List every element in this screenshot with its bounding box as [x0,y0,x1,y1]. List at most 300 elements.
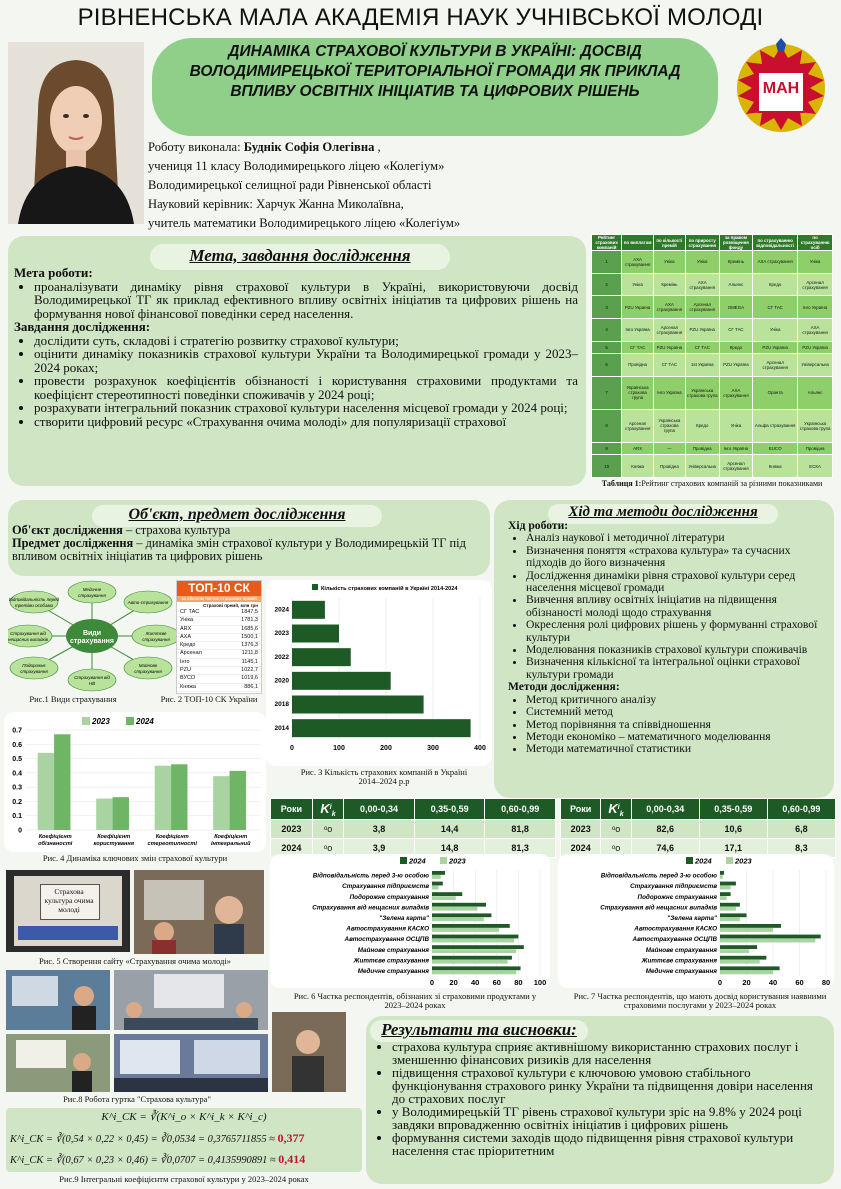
fig2-caption: Рис. 2 ТОП-10 СК України [160,694,258,704]
stat-cell: 8,3 [767,839,835,858]
rank-cell: 6 [592,354,622,377]
diagram-node-label: Страхування від [74,675,110,680]
bar [720,935,821,939]
rank-cell: Інго Україна [622,319,654,342]
stat-header-cell: 0,00-0,34 [631,799,699,820]
rank-cell: Альянс [719,273,752,296]
rank-row [592,442,833,454]
legend-swatch [126,717,134,725]
tick-label: 0 [18,827,22,835]
bar [720,928,773,932]
rank-cell: AXA страхування [798,319,833,342]
category-label: Подорожне страхування [349,893,429,901]
bar [432,956,512,960]
diagram-node-label: Подорожнє [22,663,46,668]
rank-cell: AXA страхування [622,251,654,274]
bar [720,917,740,921]
rank-header-cell: Рейтинг страхових компаній [592,235,622,251]
rank-row [592,251,833,274]
bar [720,966,780,970]
methods-content: Хід роботи: • Аналіз наукової і методичної літератури • Визначення поняття «страхова культура» та сучасних підходів до його визначення • Дослідження динаміки рівня страхової культури серед населення місцевої громади • Вивчення впливу освітніх ініціатив на підвищення обізнаності молоді щодо страхування • Окреслення ролі цифрових рішень у формуванні страхової культури • Моделювання показників страхової культури споживачів • Визначення кількісної та інтегральної оцінки страхової культури громади Методи дослідження: • Метод критичного аналізу • Системний метод • Метод порівняння та співвідношення • Методи економіко – математичного моделювання • Методи математичної статистики [508,520,828,756]
stat-header-cell: 0,35-0,59 [414,799,485,820]
rank-cell: OMEGA [719,296,752,319]
diagram-node [124,657,172,679]
rank-cell: Інго Україна [798,296,833,319]
bar [720,892,731,896]
rank-cell: PZU Україна [719,354,752,377]
category-label: Автострахування КАСКО [634,925,717,933]
value-2023: 0,377 [277,1131,305,1145]
stat-cell: 2023 [561,820,601,839]
rank-cell: СГ ТАС [654,354,686,377]
rank-cell: Кремінь [719,251,752,274]
formula-2023: K^i_CK = ∛(0,54 × 0,22 × 0,45) = ∛0,0534 = 0,3765711855 ≈ 0,377 [10,1131,305,1145]
rank-cell: Арсенал страхування [753,354,798,377]
club-photo-2 [114,970,268,1030]
legend-label: 2023 [449,856,466,866]
course-item: • Моделювання показників страхової культури споживачів [526,644,828,656]
club-photo-4 [114,1034,268,1092]
category-label: Страхування від нещасних випадків [600,904,717,912]
category-label: 2024 [274,606,289,614]
rank-cell: Уніка [753,319,798,342]
bar [432,970,516,974]
chart7-card [558,854,834,988]
stat-cell: 14,4 [414,820,485,839]
rank-cell: EUCO [753,442,798,454]
bar [720,875,723,879]
bar [432,945,524,949]
object-content: Об'єкт дослідження – страхова культура Предмет дослідження – динаміка змін страхової культури у Володимирецькій ТГ під впливом освітніх ініціатив та цифрових рішень [12,523,466,563]
bar [113,797,129,830]
fig4-caption: Рис. 4 Динаміка ключових змін страхової культури [42,853,228,863]
top10-card [176,580,262,694]
stat-cell: 10,6 [699,820,767,839]
diagram-node-label: страхування [78,593,106,598]
rank-cell: Арсенал страхування [719,455,752,478]
rank-cell: 10 [592,455,622,478]
rank-cell: Універсальна [685,455,719,478]
author-name: Буднік Софія Олегівна [243,140,375,154]
author-block [148,138,588,233]
club-photo-3 [6,1034,110,1092]
fig9-caption: Рис.9 Інтегральні коефіцієнтм страхової культури у 2023–2024 роках [59,1174,309,1184]
rank-cell: Уніка [719,409,752,442]
stat-cell: 82,6 [631,820,699,839]
legend-swatch [312,584,318,590]
bar [432,896,456,900]
top10-row: Інго 1145,1 [177,659,261,667]
author-line-3: Володимирецької селищної ради Рівненської області [148,178,432,192]
stat-header-cell: Роки [561,799,601,820]
tick-label: 20 [449,978,458,987]
tick-label: 400 [474,745,486,752]
result-item: • формування системи заходів щодо підвищення рівня страхової культури населення стає пріоритетним [392,1131,828,1157]
stat-header-cell: Роки [271,799,313,820]
stat-cell: 2024 [271,839,313,858]
rank-cell: Арсенал страхування [798,273,833,296]
org-title: РІВНЕНСЬКА МАЛА АКАДЕМІЯ НАУК УЧНІВСЬКОЇ МОЛОДІ [77,4,764,31]
fig3-caption: Рис. 3 Кількість страхових компаній в Україні 2014–2024 р.р [300,767,468,786]
category-label: 2020 [274,677,289,685]
course-item: • Визначення поняття «страхова культура» та сучасних підходів до його визначення [526,545,828,570]
rank-cell: 7 [592,376,622,409]
legend-swatch [726,857,733,864]
stat-cell: 14,8 [414,839,485,858]
method-item: • Методи математичної статистики [526,743,828,755]
course-item: • Дослідження динаміки рівня страхової культури серед населення місцевої громади [526,570,828,595]
bar [720,970,773,974]
bar [432,924,510,928]
rank-row [592,273,833,296]
bar [720,896,727,900]
rank-row [592,376,833,409]
rank-cell: 2 [592,273,622,296]
fig6-caption: Рис. 6 Частка респондентів, обізнаних зі страховими продуктами у 2023–2024 роках [293,991,537,1010]
rank-cell: 9 [592,442,622,454]
stat-table-1 [270,798,556,858]
rank-cell: Провідна [798,442,833,454]
category-label: Страхування підприємств [342,883,429,891]
rank-cell: — [654,442,686,454]
result-item: • підвищення страхової культури є ключовою умовою стабільного функціонування страхового ринку України та підвищення довіри населення до страхових послуг [392,1066,828,1105]
rank-cell: Арсенал страхування [685,296,719,319]
rank-cell: ARX [622,442,654,454]
author-photo [8,42,144,224]
results-content [372,1040,828,1157]
rank-cell: Княжа [622,455,654,478]
rank-header-cell: по страхуванню відповідальності [753,235,798,251]
bar [720,939,815,943]
diagram-node [68,581,116,603]
bar [432,892,462,896]
legend-swatch [440,857,447,864]
course-item: • Вивчення впливу освітніх ініціатив на підвищення обізнаності молоді щодо страхування [526,594,828,619]
bar [720,907,736,911]
bar [96,799,112,830]
bar [720,886,731,890]
rank-cell: Оранта [753,376,798,409]
category-label: Коефіцієнт [214,834,248,840]
rank-cell: PZU Україна [753,341,798,353]
rank-cell: PZU Україна [685,319,719,342]
rank-cell: AXA страхування [654,296,686,319]
category-label: 2023 [274,630,289,638]
formula-general: K^i_CK = ∛(K^i_o × K^i_k × K^i_c) [101,1111,267,1123]
course-item: • Аналіз наукової і методичної літератури [526,532,828,544]
rank-cell: Провідна [622,354,654,377]
diagram-node-label: страхування [20,669,48,674]
rank-cell: 5 [592,341,622,353]
bar [432,935,518,939]
tick-label: 100 [333,745,345,752]
formula-2024: K^i_CK = ∛(0,67 × 0,23 × 0,46) = ∛0,0707 = 0,4135990891 ≈ 0,414 [10,1152,306,1166]
club-photo-5 [272,1012,346,1092]
tick-label: 0.4 [12,770,22,778]
rank-cell: Альфа страхування [753,409,798,442]
rank-cell: СГ ТАС [622,341,654,353]
category-label: Коефіцієнт [155,834,189,840]
stat-cell: ᵒо [601,820,631,839]
rank-cell: Кремінь [654,273,686,296]
rank-cell: Українська страхова група [622,376,654,409]
tick-label: 0.5 [12,756,22,764]
tick-label: 80 [821,978,831,987]
stat-header-cell: 0,60-0,99 [485,799,556,820]
chart6-card [270,854,550,988]
goal-header: Мета, завдання дослідження [189,246,411,265]
category-label: "Зелена карта" [379,915,429,923]
diagram-node [10,657,58,679]
rank-row [592,455,833,478]
method-item: • Метод критичного аналізу [526,694,828,706]
category-label: Медичне страхування [645,968,717,976]
rank-cell: Княжа [753,455,798,478]
category-label: Страхування від нещасних випадків [312,904,429,912]
task-item: • оцінити динаміку показників страхової культури України та Володимирецької громади у 2023–2024 роках; [34,347,578,374]
tick-label: 0 [290,745,294,752]
rank-table-caption: Таблиця 1:Рейтинг страхових компаній за різними показниками [601,479,823,488]
bar [432,882,443,886]
category-label: Медичне страхування [357,968,429,976]
method-item: • Метод порівняння та співвідношення [526,719,828,731]
rank-cell: Інго Україна [654,376,686,409]
fig5-caption: Рис. 5 Створення сайту «Страхування очима молоді» [39,956,231,966]
rank-cell: AXA страхування [685,273,719,296]
rank-header-cell: по приросту страхування [685,235,719,251]
legend-swatch [400,857,407,864]
tick-label: 200 [380,745,392,752]
course-item: • Окреслення ролі цифрових рішень у формуванні страхової культури [526,619,828,644]
rank-cell: Кредо [753,273,798,296]
stat-header-cell: 0,00-0,34 [344,799,415,820]
stat-header-cell: $K^i_k$ [601,799,631,820]
diagram-node-label: третіми особами [14,603,54,608]
diagram-node-label: НВ [88,681,96,686]
category-label: Автострахування ОСЦПВ [344,936,429,944]
top10-row: PZU 1022,7 [177,667,261,675]
fig7-caption: Рис. 7 Частка респондентів, що мають досвід користування наявними страховими послугами у 2023–2024 роках [573,991,827,1010]
stat-row [271,820,556,839]
rank-cell: Універсальна [798,354,833,377]
rank-row [592,354,833,377]
tick-label: 0.7 [12,727,22,735]
rank-cell: СГ ТАС [685,341,719,353]
rank-cell: Українська страхова група [685,376,719,409]
course-item: • Визначення кількісної та інтегральної оцінки страхової культури громади [526,656,828,681]
author-line-1: Роботу виконала: Буднік Софія Олегівна , [148,140,381,154]
legend-label: 2024 [136,717,154,726]
stat-header-row [271,799,556,820]
bar [292,696,424,714]
rank-cell: AXA страхування [719,376,752,409]
rank-cell: Кредо [685,409,719,442]
bar [292,648,351,666]
site-screenshot [6,870,130,952]
results-header: Результати та висновки: [381,1020,577,1039]
legend-label: 2023 [92,717,110,726]
fig1-caption: Рис.1 Види страхування [29,694,117,704]
category-label: обізнаності [38,841,73,847]
author-line-4: Науковий керівник: Харчук Жанна Миколаївна, [148,197,404,211]
rank-header-cell: по страхуванню осіб [798,235,833,251]
author-line-2: учениця 11 класу Володимирецького ліцею «Колегіум» [148,159,445,173]
rank-cell: 8 [592,409,622,442]
rank-row [592,296,833,319]
bar [432,875,441,879]
result-item: • у Володимирецькій ТГ рівень страхової культури зріс на 9.8% у 2024 році завдяки впровадженню освітніх ініціатив і цифрових рішень [392,1105,828,1131]
top10-row: Кредо 1376,3 [177,642,261,650]
value-2024: 0,414 [278,1152,306,1166]
top10-row: Княжа 886,1 [177,684,261,692]
tick-label: 0.2 [12,798,22,806]
rank-cell: Уніка [798,251,833,274]
tick-label: 60 [795,978,804,987]
bar [292,625,339,643]
diagram-node [68,669,116,691]
rank-table [591,234,833,478]
category-label: Коефіцієнт [38,834,72,840]
tick-label: 20 [742,978,751,987]
methods-header: Хід та методи дослідження [568,504,758,520]
bar [720,903,740,907]
bar [432,928,499,932]
diagram-node [132,625,176,647]
rank-cell: Арсенал страхування [622,409,654,442]
legend-label: Кількість страхових компаній в Україні 2014-2024 [321,586,458,592]
tasks-label: Завдання дослідження: [14,319,151,334]
bar [292,719,471,737]
tick-label: 100 [533,978,547,987]
tick-label: 0 [429,978,435,987]
stat-header-row [561,799,836,820]
rank-cell: PZU Україна [798,341,833,353]
diagram-node [10,591,58,613]
category-label: Відповідальність перед 3-ю особою [312,872,429,880]
rank-header-cell: по виплатам [622,235,654,251]
rank-header-cell: по кількості премій [654,235,686,251]
rank-cell: Уніка [685,251,719,274]
bar [155,766,171,830]
stat-cell: 3,8 [344,820,415,839]
tick-label: 300 [427,745,439,752]
stat-cell: 74,6 [631,839,699,858]
bar [720,945,757,949]
rank-cell: PZU Україна [654,341,686,353]
tick-label: 0.1 [12,813,22,821]
rank-cell: Українська страхова група [798,409,833,442]
bar [720,956,766,960]
fig8-caption: Рис.8 Робота гуртка "Страхова культура" [63,1094,211,1104]
diagram-node-label: Авто-страхування [127,600,169,605]
stat-cell: 6,8 [767,820,835,839]
topic-title: ДИНАМІКА СТРАХОВОЇ КУЛЬТУРИ В УКРАЇНІ: ДОСВІД ВОЛОДИМИРЕЦЬКОЇ ТЕРИТОРІАЛЬНОЇ ГРОМАДИ ЯК ПРИКЛАД ВПЛИВУ ОСВІТНІХ ІНІЦІАТИВ ТА ЦИФРОВИХ РІШЕНЬ [189,43,681,100]
stat-cell: ᵒо [312,820,343,839]
method-item: • Методи економіко – математичного моделювання [526,731,828,743]
top10-row: Уніка 1781,3 [177,617,261,625]
bar [213,776,229,830]
bar [292,672,391,690]
class-photo-1 [134,870,264,954]
bar [720,960,760,964]
category-label: 2018 [274,701,289,709]
category-label: Життєве страхування [641,957,717,965]
rank-cell: 4 [592,319,622,342]
top10-row: AXA 1500,1 [177,634,261,642]
chart3-card [266,580,492,766]
rank-cell: Українська страхова група [654,409,686,442]
tick-label: 0.3 [12,784,22,792]
task-item: • провести розрахунок коефіцієнтів обізнаності і користування страховими продуктами та коефіцієнт стереотипності поведінки споживачів у 2024 році; [34,374,578,401]
diagram-center-label: Види [82,630,102,637]
legend-label: 2024 [409,856,426,866]
rank-cell: Провідна [654,455,686,478]
chart4-card [4,712,266,852]
rank-cell: 3 [592,296,622,319]
bar [38,753,54,830]
stat-table-2 [560,798,836,858]
stat-cell: ᵒо [601,839,631,858]
bar [171,764,187,830]
top10-row: Арсенал 1211,8 [177,650,261,658]
rank-cell: PZU Україна [622,296,654,319]
rank-table-wrap [591,234,833,478]
bar [432,939,514,943]
category-label: користування [93,841,135,847]
stat-header-cell: 0,60-0,99 [767,799,835,820]
legend-swatch [686,857,693,864]
tick-label: 80 [514,978,523,987]
author-line-5: учитель математики Володимирецького ліцею «Колегіум» [148,216,461,230]
rank-row [592,319,833,342]
rank-cell: Альянс [798,376,833,409]
rank-cell: ЕСКА [798,455,833,478]
tick-label: 40 [768,978,778,987]
club-photo-1 [6,970,110,1030]
top10-subtitle: за обсягом чистих страхових премій [177,596,261,602]
rank-cell: Арсенал страхування [654,319,686,342]
stat-cell: 17,1 [699,839,767,858]
rank-row [592,341,833,353]
rank-cell: Уніка [654,251,686,274]
diagram-node-label: нещасних випадків [8,637,48,642]
bar [432,913,491,917]
bar [292,601,325,619]
top10-title: ТОП-10 СК [177,581,261,596]
top10-row: СГ ТАС 1847,5 [177,609,261,617]
bar [432,960,508,964]
category-label: Майнове страхування [645,946,717,954]
stat-header-cell: $K^i_k$ [312,799,343,820]
diagram-node-label: Медичне [82,587,102,592]
tick-label: 0.6 [12,741,22,749]
stat-cell: ᵒо [312,839,343,858]
category-label: стереотипності [147,841,197,847]
top10-rows [177,609,261,692]
stat-cell: 81,3 [485,839,556,858]
top10-col: Страхові премії, млн грн [203,603,258,608]
result-item: • страхова культура сприяє активнішому використанню страхових послуг і зменшенню фінансових ризиків для населення [392,1040,828,1066]
bar [720,913,747,917]
rank-cell: AXA страхування [753,251,798,274]
category-label: "Зелена карта" [667,915,717,923]
category-label: Страхування підприємств [630,883,717,891]
rank-row [592,409,833,442]
stat-header-cell: 0,35-0,59 [699,799,767,820]
bar [432,966,521,970]
types-diagram [8,580,176,692]
diagram-center-label: страхування [69,638,115,645]
